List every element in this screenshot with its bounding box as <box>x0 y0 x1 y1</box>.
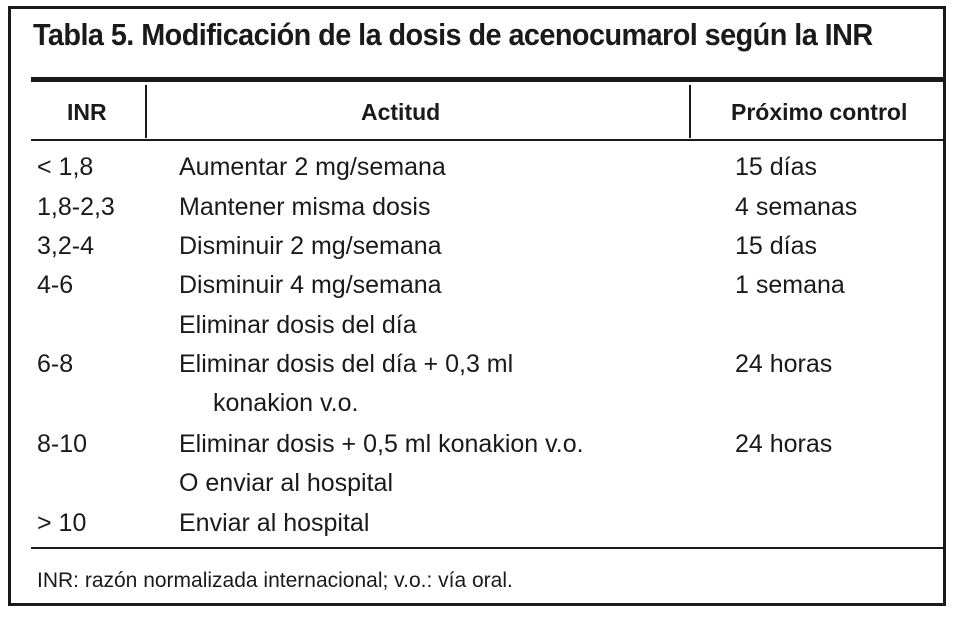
cell-inr: 3,2-4 <box>37 232 94 260</box>
cell-actitud: Disminuir 4 mg/semana <box>179 271 442 299</box>
cell-actitud: konakion v.o. <box>213 389 359 417</box>
cell-inr: 1,8-2,3 <box>37 193 115 221</box>
header-inr: INR <box>67 99 107 125</box>
cell-actitud: Eliminar dosis del día <box>179 311 417 339</box>
cell-inr: 4-6 <box>37 271 74 299</box>
cell-proximo: 15 días <box>735 232 818 260</box>
cell-actitud: Disminuir 2 mg/semana <box>179 232 442 260</box>
cell-actitud: Aumentar 2 mg/semana <box>179 153 446 181</box>
cell-proximo: 24 horas <box>735 350 833 378</box>
title-rule <box>31 77 943 82</box>
cell-proximo: 1 semana <box>735 271 845 299</box>
cell-inr: > 10 <box>37 509 87 537</box>
cell-proximo: 24 horas <box>735 430 833 458</box>
header-separator <box>145 85 147 138</box>
cell-inr: 8-10 <box>37 430 88 458</box>
cell-actitud: Enviar al hospital <box>179 509 370 537</box>
header-rule <box>31 139 943 141</box>
header-proximo-control: Próximo control <box>731 99 908 125</box>
cell-actitud: Mantener misma dosis <box>179 193 431 221</box>
header-actitud: Actitud <box>361 99 441 125</box>
cell-actitud: O enviar al hospital <box>179 469 394 497</box>
cell-inr: < 1,8 <box>37 153 94 181</box>
header-separator <box>689 85 691 138</box>
cell-actitud: Eliminar dosis + 0,5 ml konakion v.o. <box>179 430 584 458</box>
footer-rule <box>31 547 943 549</box>
table-frame <box>8 6 946 606</box>
cell-proximo: 15 días <box>735 153 818 181</box>
cell-inr: 6-8 <box>37 350 74 378</box>
cell-actitud: Eliminar dosis del día + 0,3 ml <box>179 350 514 378</box>
table-footnote: INR: razón normalizada internacional; v.o.: vía oral. <box>37 569 513 592</box>
table-title: Tabla 5. Modificación de la dosis de acenocumarol según la INR <box>33 17 873 52</box>
cell-proximo: 4 semanas <box>735 193 858 221</box>
